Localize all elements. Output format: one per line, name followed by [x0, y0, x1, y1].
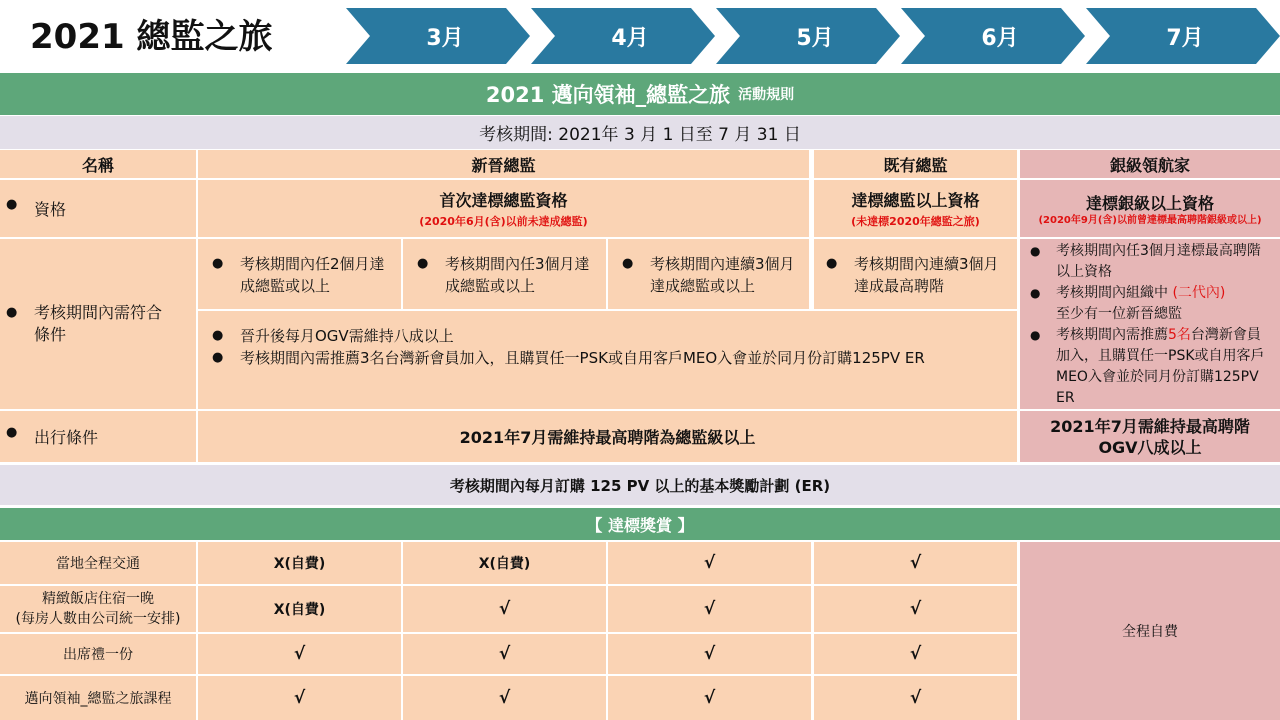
reward-value: √: [608, 676, 811, 720]
condition-silver-1: ● 考核期間內任3個月達標最高聘階以上資格: [1026, 241, 1272, 283]
rules-banner: [0, 73, 1280, 115]
assessment-period: 考核期間: 2021年 3 月 1 日至 7 月 31 日: [0, 116, 1280, 149]
condition-silver-3: ● 考核期間內需推薦5名台灣新會員加入，且購買任一PSK或自用客戶MEO入會並於同月份訂購125PV ER: [1026, 325, 1272, 409]
travel-label-cell: [0, 411, 196, 462]
er-note: 考核期間內每月訂購 125 PV 以上的基本獎勵計劃 (ER): [0, 465, 1280, 505]
reward-value: √: [198, 634, 401, 674]
col-header-existing-director: 既有總監: [814, 150, 1017, 178]
condition-common: [198, 311, 1017, 409]
reward-value: √: [814, 542, 1017, 584]
reward-value: √: [814, 634, 1017, 674]
reward-label: 邁向領袖_總監之旅課程: [0, 676, 196, 720]
col-header-name: 名稱: [0, 150, 196, 178]
banner-subtitle: 活動規則: [738, 87, 795, 103]
reward-value: √: [198, 676, 401, 720]
reward-label: 精緻飯店住宿一晚 (每房人數由公司統一安排): [0, 586, 196, 632]
condition-silver: [1020, 239, 1280, 409]
conditions-label-cell: [0, 239, 196, 409]
month-april: 4月: [611, 25, 649, 51]
condition-option-2: ● 考核期間內任3個月達成總監或以上: [403, 239, 606, 309]
qualification-existing-cell: [814, 180, 1017, 237]
reward-value: √: [403, 676, 606, 720]
col-header-new-director: 新晉總監: [198, 150, 809, 178]
qualification-silver-title: 達標銀級以上資格: [1085, 193, 1214, 213]
qualification-new-cell: [198, 180, 809, 237]
travel-condition: 2021年7月需維持最高聘階為總監級以上: [198, 411, 1017, 462]
banner-title: 2021 邁向領袖_總監之旅: [485, 83, 731, 107]
condition-option-3: ● 考核期間內連續3個月達成總監或以上: [608, 239, 809, 309]
page-title: 2021 總監之旅: [30, 17, 273, 57]
qualification-new-note: (2020年6月(含)以前未達成總監): [419, 215, 588, 228]
month-july: 7月: [1166, 25, 1204, 51]
condition-common-2: ● 考核期間內需推薦3名台灣新會員加入，且購買任一PSK或自用客戶MEO入會並於同月份訂購125PV ER: [206, 347, 1003, 369]
qualification-label: ● 資格: [0, 197, 66, 220]
reward-label: 當地全程交通: [0, 542, 196, 584]
qualification-label-cell: [0, 180, 196, 237]
month-june: 6月: [981, 25, 1019, 51]
reward-value: √: [814, 676, 1017, 720]
col-header-silver: 銀級領航家: [1020, 150, 1280, 178]
reward-value: √: [608, 542, 811, 584]
month-may: 5月: [796, 25, 834, 51]
qualification-silver-note: (2020年9月(含)以前曾達標最高聘階銀級或以上): [1038, 214, 1262, 226]
reward-value: X(自費): [198, 542, 401, 584]
travel-label: ● 出行條件: [0, 425, 98, 448]
travel-condition-silver: 2021年7月需維持最高聘階OGV八成以上: [1020, 411, 1280, 462]
reward-value: X(自費): [198, 586, 401, 632]
reward-value: √: [608, 634, 811, 674]
qualification-silver-cell: [1020, 180, 1280, 237]
condition-silver-2: ● 考核期間內組織中 (二代內) 至少有一位新晉總監: [1026, 283, 1272, 325]
reward-value: √: [403, 634, 606, 674]
conditions-label: ● 考核期間內需符合條件: [0, 302, 176, 346]
reward-value: √: [403, 586, 606, 632]
condition-common-1: ● 晉升後每月OGV需維持八成以上: [206, 325, 1003, 347]
reward-silver-note: 全程自費: [1020, 542, 1280, 720]
reward-value: √: [608, 586, 811, 632]
reward-label: 出席禮一份: [0, 634, 196, 674]
reward-value: √: [814, 586, 1017, 632]
month-march: 3月: [426, 25, 464, 51]
reward-value: X(自費): [403, 542, 606, 584]
condition-option-1: ● 考核期間內任2個月達成總監或以上: [198, 239, 401, 309]
qualification-existing-title: 達標總監以上資格: [851, 191, 980, 210]
rewards-title: 【 達標獎賞 】: [0, 508, 1280, 540]
qualification-existing-note: (未達標2020年總監之旅): [851, 215, 980, 228]
qualification-new-title: 首次達標總監資格: [439, 191, 568, 210]
condition-existing: ● 考核期間內連續3個月達成最高聘階: [814, 239, 1017, 309]
